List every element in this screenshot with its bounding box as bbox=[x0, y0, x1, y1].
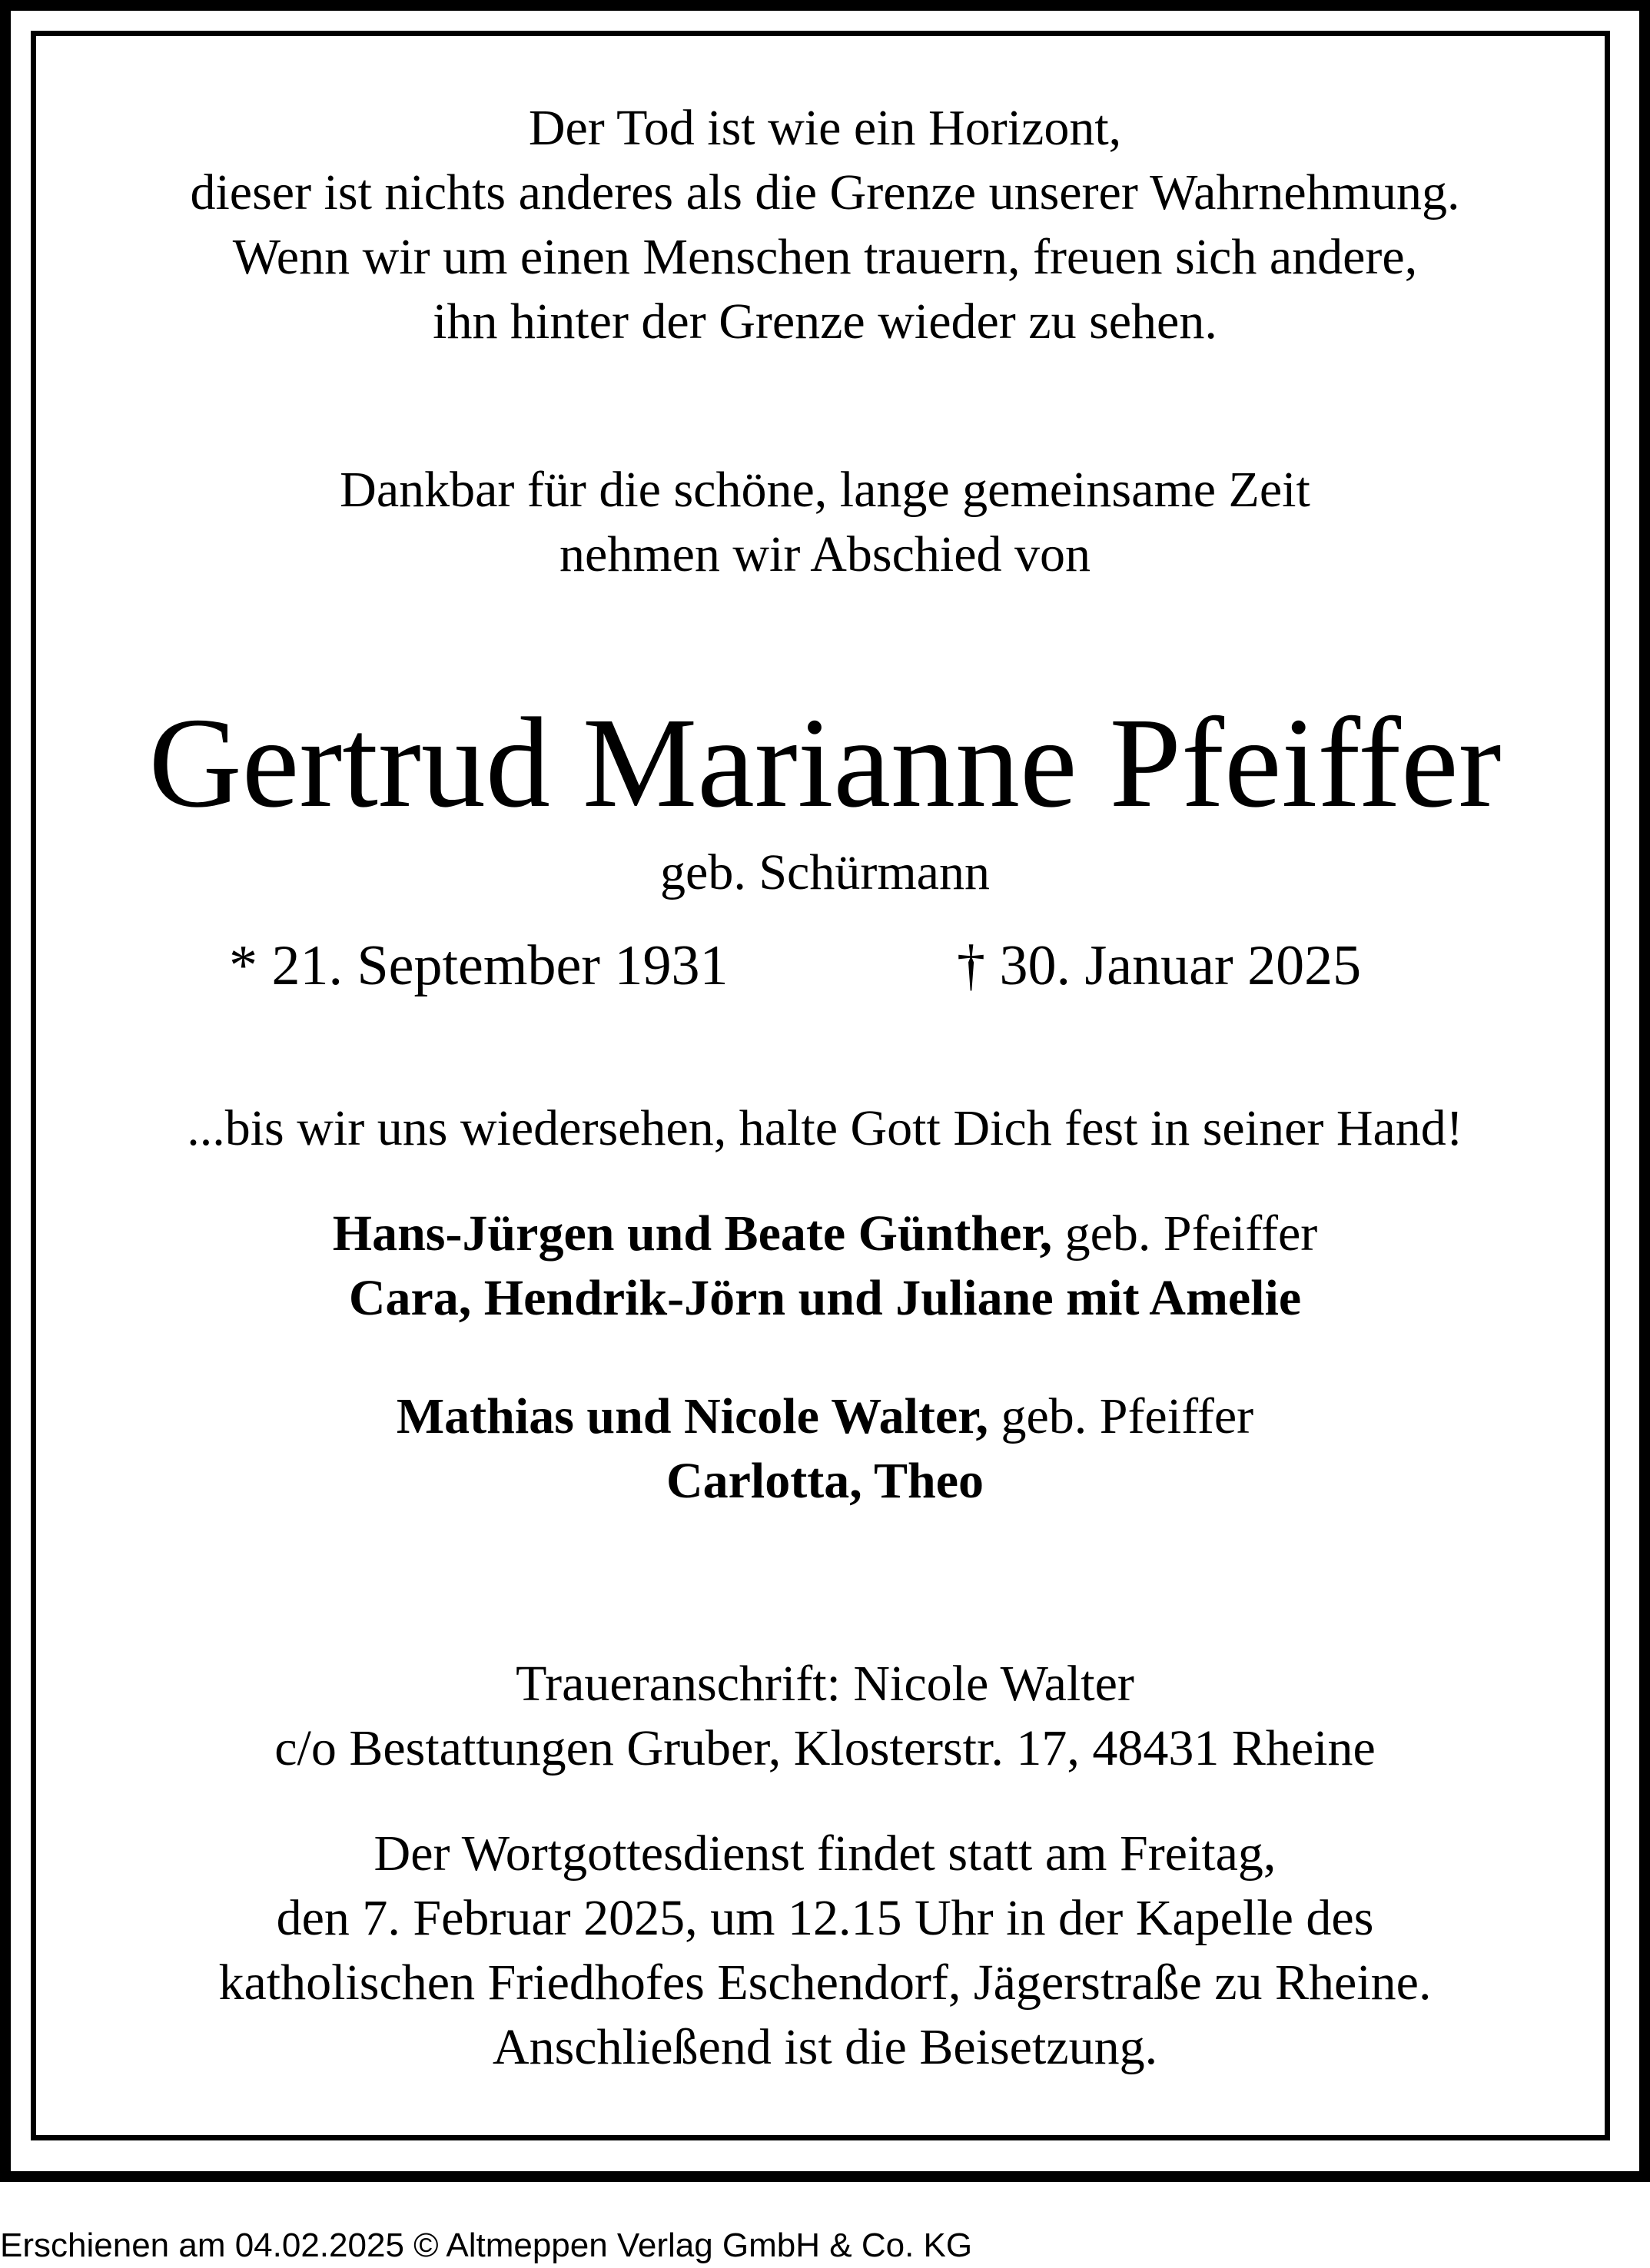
address-block bbox=[0, 1652, 1650, 1781]
service-block bbox=[0, 1822, 1650, 2080]
service-line: Anschließend ist die Beisetzung. bbox=[492, 2019, 1158, 2075]
mourner-suffix: geb. Pfeiffer bbox=[988, 1388, 1254, 1444]
mourner-group bbox=[0, 1202, 1650, 1331]
birth-date: * 21. September 1931 bbox=[229, 934, 729, 997]
mourner-suffix: geb. Pfeiffer bbox=[1052, 1205, 1318, 1262]
service-line: Der Wortgottesdienst findet statt am Freitag, bbox=[373, 1825, 1277, 1882]
intro-block bbox=[0, 458, 1650, 587]
farewell-line: ...bis wir uns wiedersehen, halte Gott Dich fest in seiner Hand! bbox=[187, 1100, 1463, 1156]
mourner-names: Mathias und Nicole Walter, bbox=[396, 1388, 988, 1444]
intro-line: Dankbar für die schöne, lange gemeinsame Zeit bbox=[340, 462, 1310, 518]
intro-line: nehmen wir Abschied von bbox=[559, 526, 1091, 582]
mourner-line bbox=[0, 1202, 1650, 1266]
address-line: c/o Bestattungen Gruber, Klosterstr. 17, 48431 Rheine bbox=[274, 1720, 1376, 1776]
maiden-name: geb. Schürmann bbox=[660, 844, 990, 900]
address-line: Traueranschrift: Nicole Walter bbox=[516, 1656, 1134, 1712]
quote-line: Der Tod ist wie ein Horizont, bbox=[528, 100, 1122, 156]
death-date: † 30. Januar 2025 bbox=[957, 934, 1362, 997]
quote-block bbox=[0, 96, 1650, 354]
service-line: katholischen Friedhofes Eschendorf, Jägerstraße zu Rheine. bbox=[218, 1955, 1432, 2011]
quote-line: ihn hinter der Grenze wieder zu sehen. bbox=[433, 293, 1217, 350]
quote-line: dieser ist nichts anderes als die Grenze unserer Wahrnehmung. bbox=[190, 164, 1460, 220]
mourner-group bbox=[0, 1384, 1650, 1514]
quote-line: Wenn wir um einen Menschen trauern, freuen sich andere, bbox=[232, 229, 1418, 285]
mourner-names: Hans-Jürgen und Beate Günther, bbox=[332, 1205, 1053, 1262]
deceased-name: Gertrud Marianne Pfeiffer bbox=[148, 691, 1502, 834]
mourner-line bbox=[0, 1384, 1650, 1449]
service-line: den 7. Februar 2025, um 12.15 Uhr in der Kapelle des bbox=[276, 1890, 1374, 1946]
publication-footer: Erschienen am 04.02.2025 © Altmeppen Verlag GmbH & Co. KG bbox=[0, 2227, 973, 2264]
mourner-children: Carlotta, Theo bbox=[666, 1453, 984, 1509]
life-dates bbox=[0, 931, 1650, 1000]
mourner-children: Cara, Hendrik-Jörn und Juliane mit Amelie bbox=[348, 1270, 1302, 1326]
